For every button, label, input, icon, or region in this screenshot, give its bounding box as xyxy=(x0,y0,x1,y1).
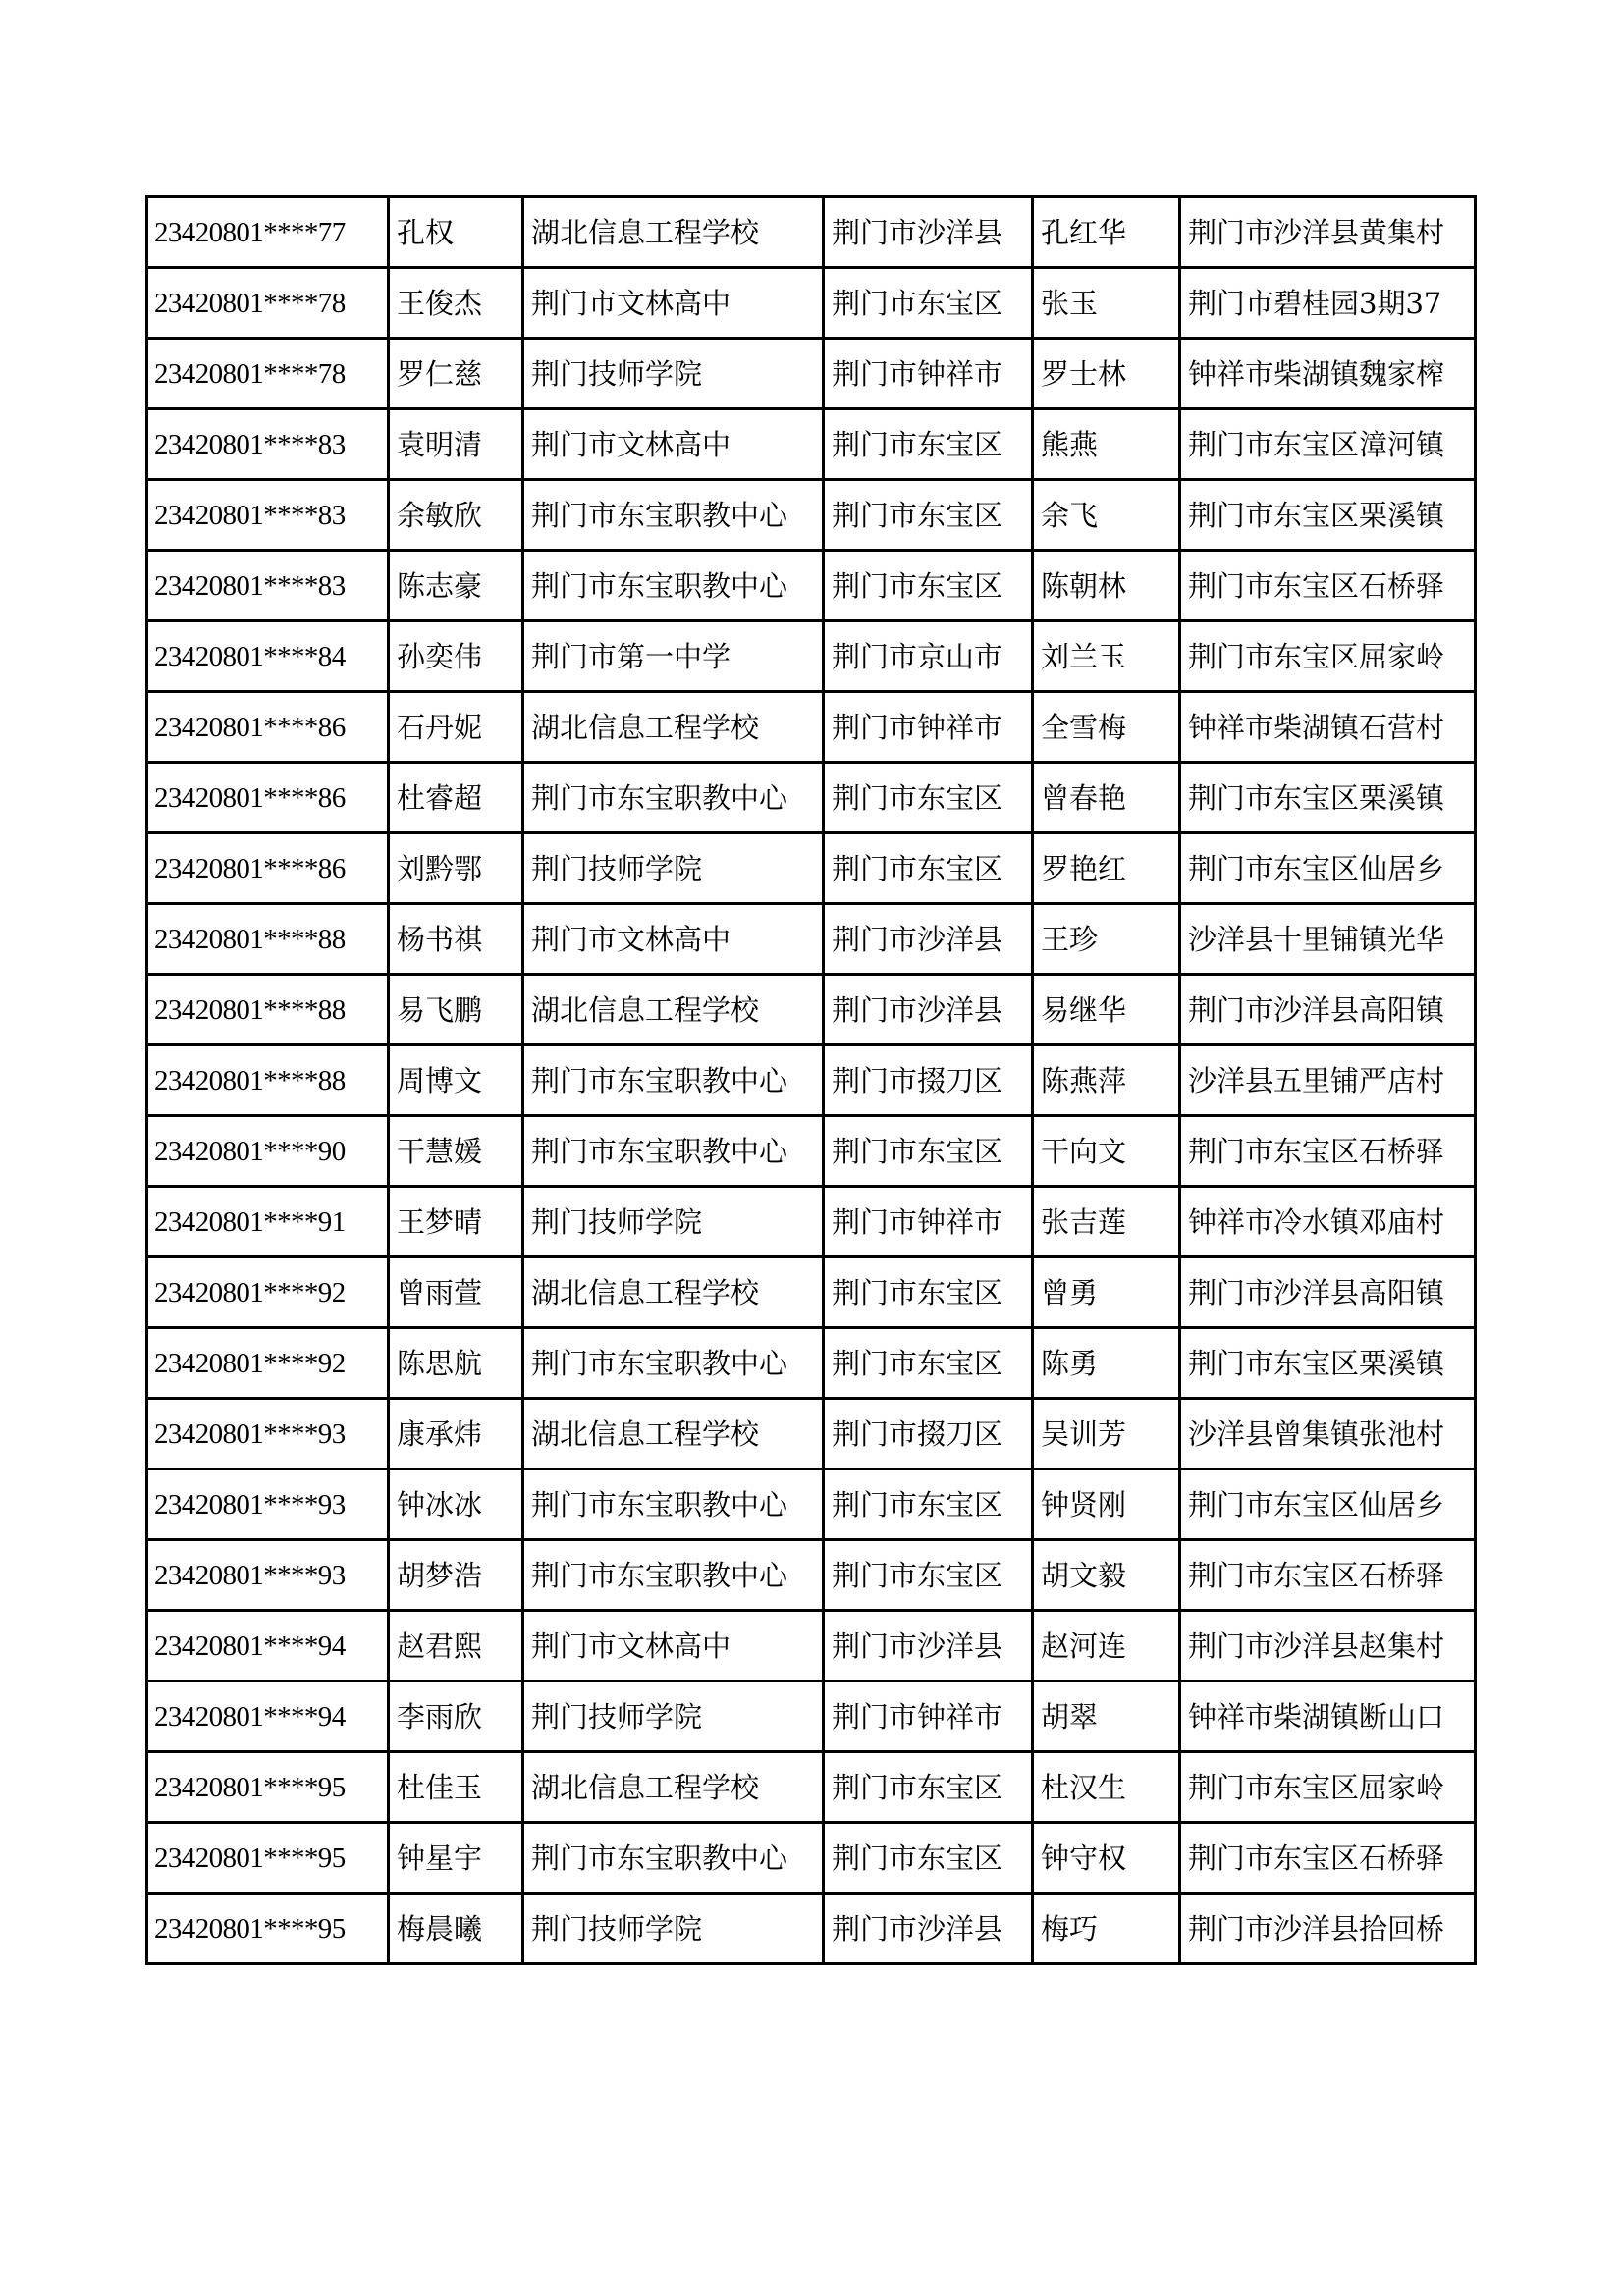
guardian-name-cell: 余飞 xyxy=(1033,480,1180,551)
address-cell: 荆门市沙洋县高阳镇 xyxy=(1180,975,1476,1045)
student-name-cell: 陈志豪 xyxy=(389,551,523,621)
exam-id-cell: 23420801****93 xyxy=(147,1469,389,1540)
region-cell: 荆门市京山市 xyxy=(824,621,1033,692)
student-name-cell: 钟冰冰 xyxy=(389,1469,523,1540)
table-row xyxy=(147,409,1476,480)
school-cell: 湖北信息工程学校 xyxy=(523,692,824,763)
address-cell: 荆门市东宝区石桥驿 xyxy=(1180,551,1476,621)
school-cell: 荆门市文林高中 xyxy=(523,409,824,480)
school-cell: 荆门技师学院 xyxy=(523,339,824,409)
table-row xyxy=(147,763,1476,833)
student-name-cell: 周博文 xyxy=(389,1045,523,1116)
student-name-cell: 梅晨曦 xyxy=(389,1894,523,1964)
table-row xyxy=(147,268,1476,339)
exam-id-cell: 23420801****95 xyxy=(147,1894,389,1964)
school-cell: 荆门市文林高中 xyxy=(523,904,824,975)
region-cell: 荆门市东宝区 xyxy=(824,1752,1033,1823)
exam-id-cell: 23420801****78 xyxy=(147,268,389,339)
exam-id-cell: 23420801****77 xyxy=(147,197,389,268)
table-row xyxy=(147,551,1476,621)
school-cell: 荆门市东宝职教中心 xyxy=(523,763,824,833)
student-name-cell: 袁明清 xyxy=(389,409,523,480)
region-cell: 荆门市东宝区 xyxy=(824,833,1033,904)
student-name-cell: 干慧媛 xyxy=(389,1116,523,1187)
student-table xyxy=(145,195,1477,1965)
guardian-name-cell: 熊燕 xyxy=(1033,409,1180,480)
table-row xyxy=(147,1257,1476,1328)
exam-id-cell: 23420801****90 xyxy=(147,1116,389,1187)
guardian-name-cell: 刘兰玉 xyxy=(1033,621,1180,692)
address-cell: 荆门市东宝区石桥驿 xyxy=(1180,1116,1476,1187)
guardian-name-cell: 杜汉生 xyxy=(1033,1752,1180,1823)
address-cell: 荆门市东宝区石桥驿 xyxy=(1180,1540,1476,1611)
student-name-cell: 孔权 xyxy=(389,197,523,268)
student-name-cell: 胡梦浩 xyxy=(389,1540,523,1611)
exam-id-cell: 23420801****92 xyxy=(147,1328,389,1399)
table-row xyxy=(147,904,1476,975)
table-row xyxy=(147,1894,1476,1964)
table-row xyxy=(147,1116,1476,1187)
exam-id-cell: 23420801****86 xyxy=(147,692,389,763)
school-cell: 荆门技师学院 xyxy=(523,1682,824,1752)
address-cell: 沙洋县五里铺严店村 xyxy=(1180,1045,1476,1116)
guardian-name-cell: 干向文 xyxy=(1033,1116,1180,1187)
student-name-cell: 曾雨萱 xyxy=(389,1257,523,1328)
guardian-name-cell: 易继华 xyxy=(1033,975,1180,1045)
exam-id-cell: 23420801****83 xyxy=(147,480,389,551)
exam-id-cell: 23420801****83 xyxy=(147,409,389,480)
region-cell: 荆门市东宝区 xyxy=(824,551,1033,621)
guardian-name-cell: 全雪梅 xyxy=(1033,692,1180,763)
guardian-name-cell: 孔红华 xyxy=(1033,197,1180,268)
guardian-name-cell: 张吉莲 xyxy=(1033,1187,1180,1257)
school-cell: 荆门市东宝职教中心 xyxy=(523,1328,824,1399)
table-row xyxy=(147,1187,1476,1257)
table-row xyxy=(147,197,1476,268)
exam-id-cell: 23420801****86 xyxy=(147,833,389,904)
exam-id-cell: 23420801****88 xyxy=(147,975,389,1045)
address-cell: 荆门市东宝区屈家岭 xyxy=(1180,1752,1476,1823)
exam-id-cell: 23420801****84 xyxy=(147,621,389,692)
table-row xyxy=(147,1469,1476,1540)
student-name-cell: 石丹妮 xyxy=(389,692,523,763)
student-name-cell: 杜佳玉 xyxy=(389,1752,523,1823)
table-body xyxy=(147,197,1476,1964)
address-cell: 荆门市东宝区仙居乡 xyxy=(1180,1469,1476,1540)
table-row xyxy=(147,480,1476,551)
region-cell: 荆门市东宝区 xyxy=(824,409,1033,480)
student-name-cell: 王俊杰 xyxy=(389,268,523,339)
guardian-name-cell: 张玉 xyxy=(1033,268,1180,339)
exam-id-cell: 23420801****83 xyxy=(147,551,389,621)
table-row xyxy=(147,339,1476,409)
school-cell: 荆门市东宝职教中心 xyxy=(523,1469,824,1540)
address-cell: 荆门市东宝区栗溪镇 xyxy=(1180,1328,1476,1399)
guardian-name-cell: 罗艳红 xyxy=(1033,833,1180,904)
exam-id-cell: 23420801****93 xyxy=(147,1399,389,1469)
exam-id-cell: 23420801****95 xyxy=(147,1752,389,1823)
region-cell: 荆门市钟祥市 xyxy=(824,692,1033,763)
school-cell: 湖北信息工程学校 xyxy=(523,1752,824,1823)
exam-id-cell: 23420801****88 xyxy=(147,904,389,975)
guardian-name-cell: 王珍 xyxy=(1033,904,1180,975)
table-row xyxy=(147,1540,1476,1611)
exam-id-cell: 23420801****95 xyxy=(147,1823,389,1894)
student-name-cell: 赵君熙 xyxy=(389,1611,523,1682)
school-cell: 荆门市东宝职教中心 xyxy=(523,1045,824,1116)
student-name-cell: 杜睿超 xyxy=(389,763,523,833)
address-cell: 沙洋县十里铺镇光华 xyxy=(1180,904,1476,975)
address-cell: 钟祥市柴湖镇魏家榨 xyxy=(1180,339,1476,409)
region-cell: 荆门市沙洋县 xyxy=(824,1611,1033,1682)
table-row xyxy=(147,833,1476,904)
exam-id-cell: 23420801****91 xyxy=(147,1187,389,1257)
school-cell: 荆门技师学院 xyxy=(523,1187,824,1257)
region-cell: 荆门市钟祥市 xyxy=(824,339,1033,409)
exam-id-cell: 23420801****88 xyxy=(147,1045,389,1116)
student-name-cell: 易飞鹏 xyxy=(389,975,523,1045)
region-cell: 荆门市钟祥市 xyxy=(824,1187,1033,1257)
student-name-cell: 余敏欣 xyxy=(389,480,523,551)
exam-id-cell: 23420801****94 xyxy=(147,1611,389,1682)
guardian-name-cell: 陈朝林 xyxy=(1033,551,1180,621)
table-row xyxy=(147,692,1476,763)
address-cell: 钟祥市冷水镇邓庙村 xyxy=(1180,1187,1476,1257)
school-cell: 荆门市文林高中 xyxy=(523,268,824,339)
exam-id-cell: 23420801****94 xyxy=(147,1682,389,1752)
address-cell: 钟祥市柴湖镇断山口 xyxy=(1180,1682,1476,1752)
school-cell: 荆门市东宝职教中心 xyxy=(523,1823,824,1894)
address-cell: 沙洋县曾集镇张池村 xyxy=(1180,1399,1476,1469)
student-name-cell: 康承炜 xyxy=(389,1399,523,1469)
address-cell: 荆门市东宝区屈家岭 xyxy=(1180,621,1476,692)
address-cell: 荆门市东宝区漳河镇 xyxy=(1180,409,1476,480)
region-cell: 荆门市东宝区 xyxy=(824,1540,1033,1611)
table-row xyxy=(147,1752,1476,1823)
address-cell: 荆门市沙洋县赵集村 xyxy=(1180,1611,1476,1682)
school-cell: 荆门市东宝职教中心 xyxy=(523,1116,824,1187)
school-cell: 荆门市文林高中 xyxy=(523,1611,824,1682)
guardian-name-cell: 罗士林 xyxy=(1033,339,1180,409)
table-row xyxy=(147,1328,1476,1399)
region-cell: 荆门市东宝区 xyxy=(824,480,1033,551)
address-cell: 荆门市东宝区仙居乡 xyxy=(1180,833,1476,904)
guardian-name-cell: 陈燕萍 xyxy=(1033,1045,1180,1116)
guardian-name-cell: 陈勇 xyxy=(1033,1328,1180,1399)
guardian-name-cell: 胡文毅 xyxy=(1033,1540,1180,1611)
address-cell: 钟祥市柴湖镇石营村 xyxy=(1180,692,1476,763)
address-cell: 荆门市碧桂园3期37 xyxy=(1180,268,1476,339)
region-cell: 荆门市沙洋县 xyxy=(824,1894,1033,1964)
school-cell: 荆门市第一中学 xyxy=(523,621,824,692)
student-name-cell: 杨书祺 xyxy=(389,904,523,975)
address-cell: 荆门市东宝区栗溪镇 xyxy=(1180,480,1476,551)
student-name-cell: 陈思航 xyxy=(389,1328,523,1399)
student-name-cell: 孙奕伟 xyxy=(389,621,523,692)
school-cell: 湖北信息工程学校 xyxy=(523,1257,824,1328)
table-row xyxy=(147,1823,1476,1894)
table-row xyxy=(147,1611,1476,1682)
region-cell: 荆门市东宝区 xyxy=(824,763,1033,833)
table-row xyxy=(147,975,1476,1045)
school-cell: 湖北信息工程学校 xyxy=(523,1399,824,1469)
student-name-cell: 刘黔鄂 xyxy=(389,833,523,904)
region-cell: 荆门市沙洋县 xyxy=(824,197,1033,268)
region-cell: 荆门市东宝区 xyxy=(824,1328,1033,1399)
exam-id-cell: 23420801****86 xyxy=(147,763,389,833)
region-cell: 荆门市东宝区 xyxy=(824,1257,1033,1328)
guardian-name-cell: 钟守权 xyxy=(1033,1823,1180,1894)
address-cell: 荆门市沙洋县高阳镇 xyxy=(1180,1257,1476,1328)
exam-id-cell: 23420801****92 xyxy=(147,1257,389,1328)
school-cell: 荆门市东宝职教中心 xyxy=(523,480,824,551)
guardian-name-cell: 钟贤刚 xyxy=(1033,1469,1180,1540)
guardian-name-cell: 曾春艳 xyxy=(1033,763,1180,833)
region-cell: 荆门市东宝区 xyxy=(824,1469,1033,1540)
school-cell: 湖北信息工程学校 xyxy=(523,197,824,268)
guardian-name-cell: 吴训芳 xyxy=(1033,1399,1180,1469)
region-cell: 荆门市掇刀区 xyxy=(824,1045,1033,1116)
table-row xyxy=(147,621,1476,692)
table-row xyxy=(147,1682,1476,1752)
student-name-cell: 钟星宇 xyxy=(389,1823,523,1894)
region-cell: 荆门市东宝区 xyxy=(824,268,1033,339)
school-cell: 荆门市东宝职教中心 xyxy=(523,1540,824,1611)
school-cell: 荆门技师学院 xyxy=(523,833,824,904)
address-cell: 荆门市沙洋县拾回桥 xyxy=(1180,1894,1476,1964)
student-name-cell: 罗仁慈 xyxy=(389,339,523,409)
table-row xyxy=(147,1045,1476,1116)
school-cell: 湖北信息工程学校 xyxy=(523,975,824,1045)
guardian-name-cell: 梅巧 xyxy=(1033,1894,1180,1964)
address-cell: 荆门市沙洋县黄集村 xyxy=(1180,197,1476,268)
guardian-name-cell: 胡翠 xyxy=(1033,1682,1180,1752)
table-row xyxy=(147,1399,1476,1469)
student-name-cell: 王梦晴 xyxy=(389,1187,523,1257)
guardian-name-cell: 曾勇 xyxy=(1033,1257,1180,1328)
school-cell: 荆门市东宝职教中心 xyxy=(523,551,824,621)
school-cell: 荆门技师学院 xyxy=(523,1894,824,1964)
region-cell: 荆门市沙洋县 xyxy=(824,975,1033,1045)
guardian-name-cell: 赵河连 xyxy=(1033,1611,1180,1682)
region-cell: 荆门市东宝区 xyxy=(824,1823,1033,1894)
region-cell: 荆门市沙洋县 xyxy=(824,904,1033,975)
region-cell: 荆门市东宝区 xyxy=(824,1116,1033,1187)
exam-id-cell: 23420801****78 xyxy=(147,339,389,409)
region-cell: 荆门市掇刀区 xyxy=(824,1399,1033,1469)
exam-id-cell: 23420801****93 xyxy=(147,1540,389,1611)
student-name-cell: 李雨欣 xyxy=(389,1682,523,1752)
address-cell: 荆门市东宝区石桥驿 xyxy=(1180,1823,1476,1894)
address-cell: 荆门市东宝区栗溪镇 xyxy=(1180,763,1476,833)
region-cell: 荆门市钟祥市 xyxy=(824,1682,1033,1752)
